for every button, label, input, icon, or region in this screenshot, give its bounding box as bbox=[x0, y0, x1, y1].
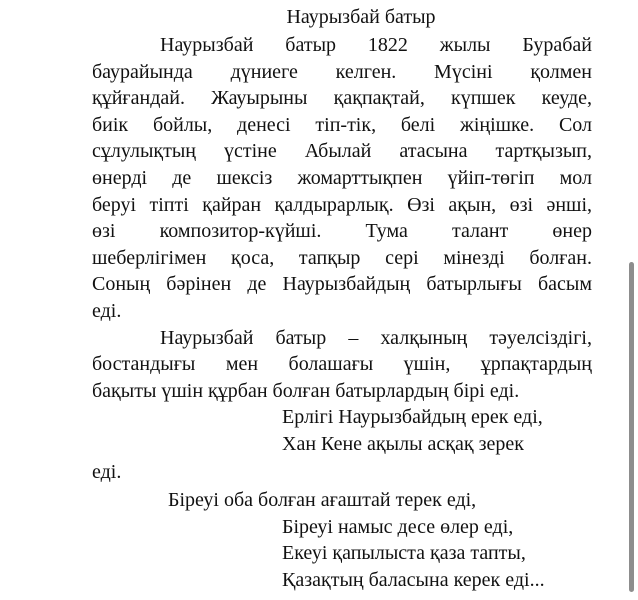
vertical-scrollbar[interactable] bbox=[629, 262, 634, 592]
poem-line: Хан Кене ақылы асқақ зерек bbox=[282, 433, 524, 455]
paragraph-1-line: баурайында дүниеге келген. Мүсіні қолмен bbox=[92, 60, 592, 83]
paragraph-2-line: бостандығы мен болашағы үшін, ұрпақтардың bbox=[92, 353, 592, 376]
poem-line: Ерлігі Наурызбайдың ерек еді, bbox=[282, 406, 543, 429]
poem-line: Қазақтың баласына керек еді... bbox=[282, 568, 545, 591]
paragraph-1-line: құйғандай. Жауырыны қақпақтай, күпшек кеуде, bbox=[92, 87, 592, 110]
paragraph-1-line: өнерді де шексіз жомарттықпен үйіп-төгіп мол bbox=[92, 167, 592, 189]
poem-line: Екеуі қапылыста қаза тапты, bbox=[282, 542, 526, 565]
paragraph-1-line: Наурызбай батыр 1822 жылы Бурабай bbox=[160, 34, 592, 56]
paragraph-1-line: Соның бәрінен де Наурызбайдың батырлығы басым bbox=[92, 273, 592, 296]
paragraph-2-line: Наурызбай батыр – халқының тәуелсіздігі, bbox=[160, 326, 592, 349]
poem-line: еді. bbox=[92, 461, 122, 483]
paragraph-2-line: бақыты үшін құрбан болған батырлардың бірі еді. bbox=[92, 379, 520, 402]
poem-line: Біреуі намыс десе өлер еді, bbox=[282, 515, 514, 538]
paragraph-1-line: өзі композитор-күйші. Тума талант өнер bbox=[92, 220, 592, 243]
paragraph-1-line: еді. bbox=[92, 300, 122, 322]
paragraph-1-line: беруі тіпті қайран қалдырарлық. Өзі ақын, өзі әнші, bbox=[92, 193, 592, 216]
document-title: Наурызбай батыр bbox=[286, 6, 436, 28]
paragraph-1-line: биік бойлы, денесі тіп-тік, белі жіңішке. Сол bbox=[92, 113, 592, 136]
paragraph-1-line: сұлулықтың үстіне Абылай атасына тартқызып, bbox=[92, 140, 592, 163]
paragraph-1-line: шеберлігімен қоса, тапқыр сері мінезді болған. bbox=[92, 246, 592, 269]
poem-line: Біреуі оба болған ағаштай терек еді, bbox=[168, 489, 477, 511]
